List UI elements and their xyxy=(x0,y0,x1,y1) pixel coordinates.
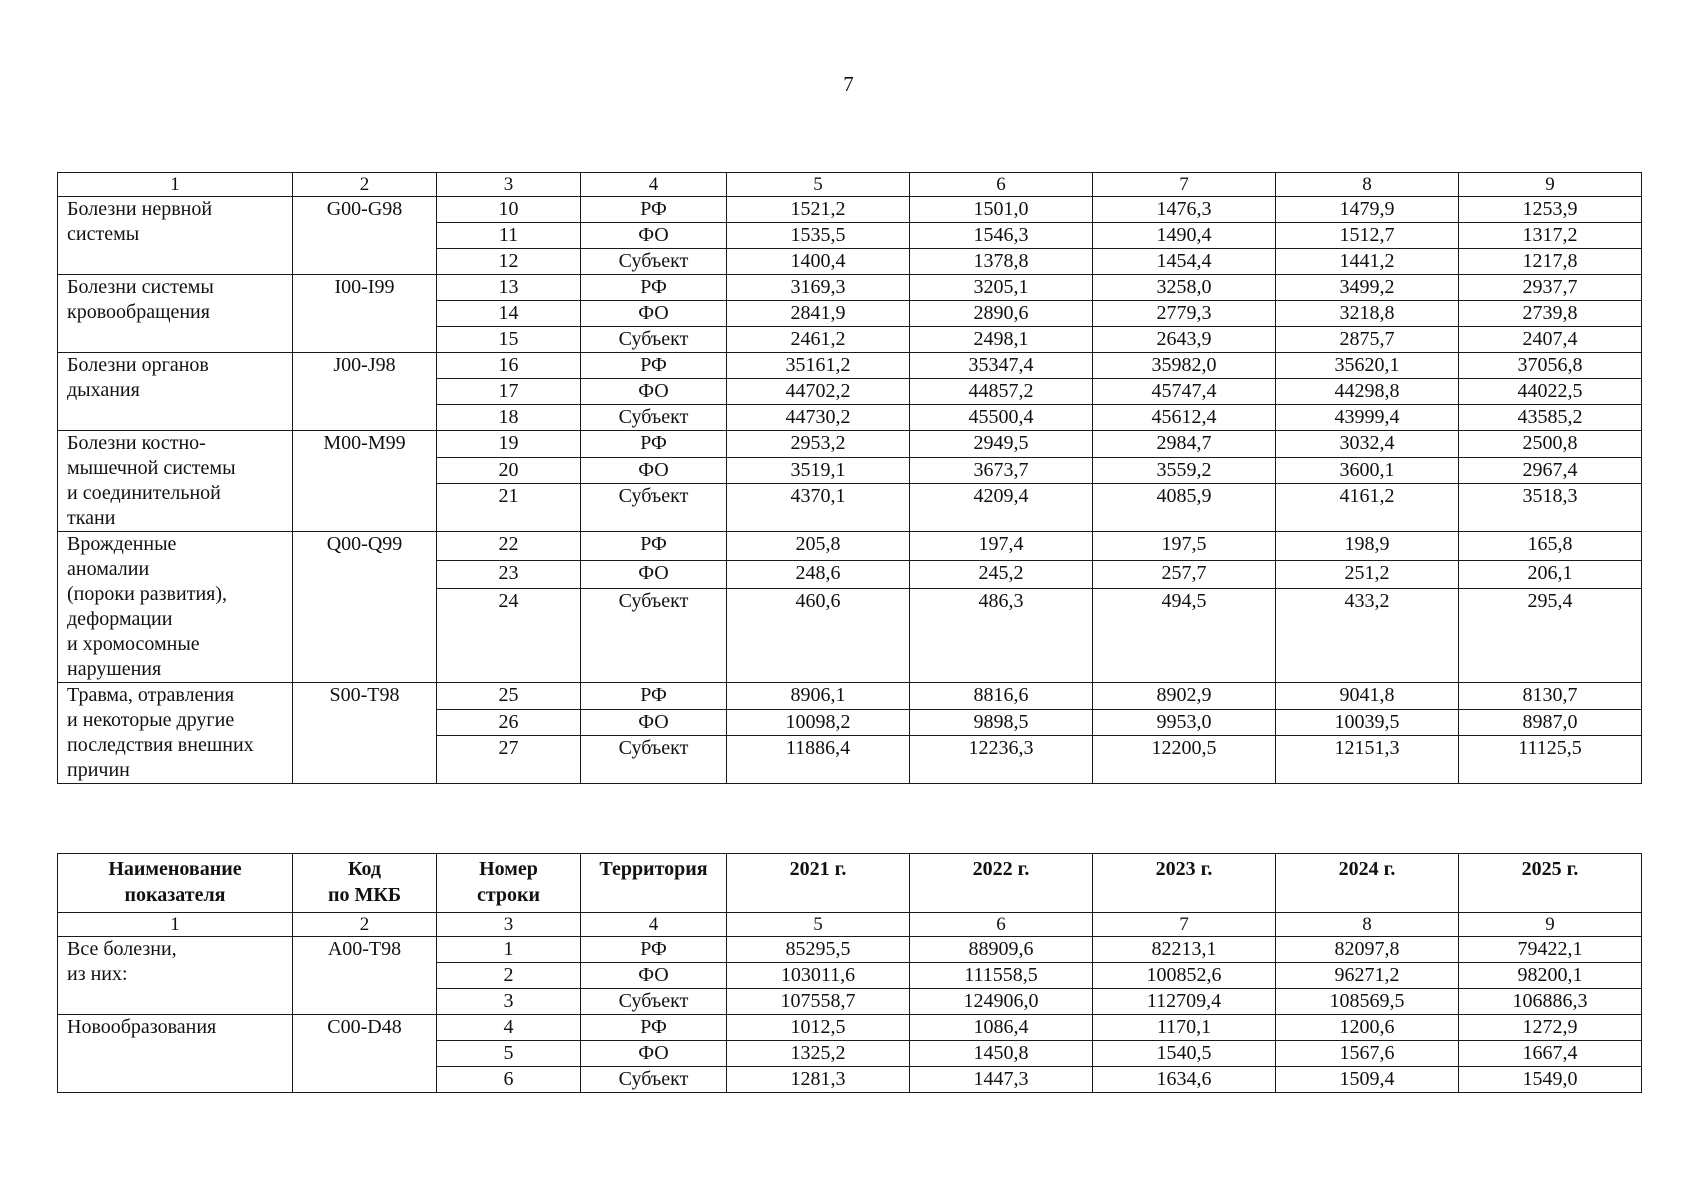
icd-code: G00-G98 xyxy=(293,197,437,275)
value-cell: 12236,3 xyxy=(910,736,1093,784)
territory: ФО xyxy=(581,1041,727,1067)
value-cell: 8906,1 xyxy=(727,683,910,710)
value-cell: 12151,3 xyxy=(1276,736,1459,784)
row-number: 4 xyxy=(437,1015,581,1041)
value-cell: 2841,9 xyxy=(727,301,910,327)
row-number: 21 xyxy=(437,484,581,532)
header-territory: Территория xyxy=(581,854,727,913)
territory: ФО xyxy=(581,301,727,327)
value-cell: 2500,8 xyxy=(1459,431,1642,458)
territory: ФО xyxy=(581,560,727,589)
value-cell: 494,5 xyxy=(1093,589,1276,683)
icd-code: Q00-Q99 xyxy=(293,532,437,683)
icd-code: M00-M99 xyxy=(293,431,437,532)
row-number: 6 xyxy=(437,1067,581,1093)
column-number: 9 xyxy=(1459,913,1642,937)
column-number-row xyxy=(58,173,1642,197)
column-number: 2 xyxy=(293,173,437,197)
territory: РФ xyxy=(581,197,727,223)
value-cell: 79422,1 xyxy=(1459,937,1642,963)
value-cell: 1450,8 xyxy=(910,1041,1093,1067)
territory: РФ xyxy=(581,937,727,963)
value-cell: 45747,4 xyxy=(1093,379,1276,405)
territory: ФО xyxy=(581,457,727,484)
row-number: 11 xyxy=(437,223,581,249)
column-number: 4 xyxy=(581,173,727,197)
value-cell: 1217,8 xyxy=(1459,249,1642,275)
value-cell: 3673,7 xyxy=(910,457,1093,484)
table-row xyxy=(58,532,1642,561)
value-cell: 1634,6 xyxy=(1093,1067,1276,1093)
value-cell: 2461,2 xyxy=(727,327,910,353)
territory: Субъект xyxy=(581,249,727,275)
header-year-2025: 2025 г. xyxy=(1459,854,1642,913)
value-cell: 9953,0 xyxy=(1093,709,1276,736)
value-cell: 1170,1 xyxy=(1093,1015,1276,1041)
value-cell: 2739,8 xyxy=(1459,301,1642,327)
value-cell: 98200,1 xyxy=(1459,963,1642,989)
territory: Субъект xyxy=(581,484,727,532)
column-number: 8 xyxy=(1276,913,1459,937)
value-cell: 1490,4 xyxy=(1093,223,1276,249)
territory: РФ xyxy=(581,431,727,458)
value-cell: 35161,2 xyxy=(727,353,910,379)
header-code: Код по МКБ xyxy=(293,854,437,913)
value-cell: 1546,3 xyxy=(910,223,1093,249)
row-number: 24 xyxy=(437,589,581,683)
table-row xyxy=(58,683,1642,710)
value-cell: 10098,2 xyxy=(727,709,910,736)
column-number: 2 xyxy=(293,913,437,937)
territory: РФ xyxy=(581,683,727,710)
header-row-number: Номер строки xyxy=(437,854,581,913)
table-row xyxy=(58,1015,1642,1041)
row-number: 2 xyxy=(437,963,581,989)
value-cell: 9041,8 xyxy=(1276,683,1459,710)
value-cell: 44857,2 xyxy=(910,379,1093,405)
value-cell: 3218,8 xyxy=(1276,301,1459,327)
header-name: Наименование показателя xyxy=(58,854,293,913)
value-cell: 3559,2 xyxy=(1093,457,1276,484)
value-cell: 35982,0 xyxy=(1093,353,1276,379)
column-number: 8 xyxy=(1276,173,1459,197)
value-cell: 10039,5 xyxy=(1276,709,1459,736)
row-number: 17 xyxy=(437,379,581,405)
table-row xyxy=(58,275,1642,301)
value-cell: 108569,5 xyxy=(1276,989,1459,1015)
value-cell: 8816,6 xyxy=(910,683,1093,710)
value-cell: 197,4 xyxy=(910,532,1093,561)
value-cell: 198,9 xyxy=(1276,532,1459,561)
row-number: 25 xyxy=(437,683,581,710)
value-cell: 1200,6 xyxy=(1276,1015,1459,1041)
value-cell: 1447,3 xyxy=(910,1067,1093,1093)
value-cell: 2498,1 xyxy=(910,327,1093,353)
value-cell: 88909,6 xyxy=(910,937,1093,963)
page-number: 7 xyxy=(843,72,854,96)
value-cell: 1667,4 xyxy=(1459,1041,1642,1067)
value-cell: 1479,9 xyxy=(1276,197,1459,223)
column-number: 6 xyxy=(910,913,1093,937)
morbidity-table-continued xyxy=(57,172,1642,784)
value-cell: 44730,2 xyxy=(727,405,910,431)
value-cell: 4209,4 xyxy=(910,484,1093,532)
header-year-2023: 2023 г. xyxy=(1093,854,1276,913)
row-number: 12 xyxy=(437,249,581,275)
value-cell: 2407,4 xyxy=(1459,327,1642,353)
column-number: 3 xyxy=(437,173,581,197)
value-cell: 85295,5 xyxy=(727,937,910,963)
column-number: 9 xyxy=(1459,173,1642,197)
territory: Субъект xyxy=(581,736,727,784)
territory: Субъект xyxy=(581,589,727,683)
value-cell: 1317,2 xyxy=(1459,223,1642,249)
value-cell: 100852,6 xyxy=(1093,963,1276,989)
column-number: 7 xyxy=(1093,173,1276,197)
column-number: 7 xyxy=(1093,913,1276,937)
value-cell: 1512,7 xyxy=(1276,223,1459,249)
value-cell: 2890,6 xyxy=(910,301,1093,327)
territory: ФО xyxy=(581,379,727,405)
value-cell: 2949,5 xyxy=(910,431,1093,458)
territory: РФ xyxy=(581,1015,727,1041)
value-cell: 11886,4 xyxy=(727,736,910,784)
column-number-row xyxy=(58,913,1642,937)
value-cell: 1086,4 xyxy=(910,1015,1093,1041)
column-number: 5 xyxy=(727,913,910,937)
value-cell: 1521,2 xyxy=(727,197,910,223)
row-number: 14 xyxy=(437,301,581,327)
value-cell: 295,4 xyxy=(1459,589,1642,683)
value-cell: 433,2 xyxy=(1276,589,1459,683)
value-cell: 45500,4 xyxy=(910,405,1093,431)
territory: Субъект xyxy=(581,1067,727,1093)
header-year-2024: 2024 г. xyxy=(1276,854,1459,913)
value-cell: 35347,4 xyxy=(910,353,1093,379)
value-cell: 37056,8 xyxy=(1459,353,1642,379)
header-year-2022: 2022 г. xyxy=(910,854,1093,913)
territory: ФО xyxy=(581,709,727,736)
territory: Субъект xyxy=(581,405,727,431)
value-cell: 1509,4 xyxy=(1276,1067,1459,1093)
value-cell: 165,8 xyxy=(1459,532,1642,561)
value-cell: 124906,0 xyxy=(910,989,1093,1015)
value-cell: 1281,3 xyxy=(727,1067,910,1093)
value-cell: 1549,0 xyxy=(1459,1067,1642,1093)
value-cell: 2875,7 xyxy=(1276,327,1459,353)
row-number: 26 xyxy=(437,709,581,736)
value-cell: 8987,0 xyxy=(1459,709,1642,736)
icd-code: A00-T98 xyxy=(293,937,437,1015)
table-row xyxy=(58,353,1642,379)
indicator-name: Болезни костно- мышечной системы и соединительной ткани xyxy=(58,431,293,532)
indicator-name: Болезни системы кровообращения xyxy=(58,275,293,353)
value-cell: 44022,5 xyxy=(1459,379,1642,405)
indicator-name: Болезни органов дыхания xyxy=(58,353,293,431)
row-number: 1 xyxy=(437,937,581,963)
indicator-name: Болезни нервной системы xyxy=(58,197,293,275)
value-cell: 3258,0 xyxy=(1093,275,1276,301)
row-number: 27 xyxy=(437,736,581,784)
value-cell: 103011,6 xyxy=(727,963,910,989)
value-cell: 3518,3 xyxy=(1459,484,1642,532)
row-number: 5 xyxy=(437,1041,581,1067)
indicator-name: Травма, отравления и некоторые другие последствия внешних причин xyxy=(58,683,293,784)
value-cell: 8902,9 xyxy=(1093,683,1276,710)
value-cell: 44298,8 xyxy=(1276,379,1459,405)
value-cell: 1253,9 xyxy=(1459,197,1642,223)
table-row xyxy=(58,937,1642,963)
value-cell: 3519,1 xyxy=(727,457,910,484)
value-cell: 1378,8 xyxy=(910,249,1093,275)
value-cell: 3169,3 xyxy=(727,275,910,301)
value-cell: 43999,4 xyxy=(1276,405,1459,431)
value-cell: 35620,1 xyxy=(1276,353,1459,379)
row-number: 15 xyxy=(437,327,581,353)
territory: РФ xyxy=(581,353,727,379)
value-cell: 2984,7 xyxy=(1093,431,1276,458)
indicator-name: Все болезни, из них: xyxy=(58,937,293,1015)
value-cell: 3205,1 xyxy=(910,275,1093,301)
value-cell: 2937,7 xyxy=(1459,275,1642,301)
value-cell: 82213,1 xyxy=(1093,937,1276,963)
value-cell: 460,6 xyxy=(727,589,910,683)
territory: ФО xyxy=(581,963,727,989)
value-cell: 205,8 xyxy=(727,532,910,561)
value-cell: 2953,2 xyxy=(727,431,910,458)
value-cell: 4370,1 xyxy=(727,484,910,532)
header-row xyxy=(58,854,1642,913)
value-cell: 4161,2 xyxy=(1276,484,1459,532)
value-cell: 1272,9 xyxy=(1459,1015,1642,1041)
value-cell: 1567,6 xyxy=(1276,1041,1459,1067)
column-number: 6 xyxy=(910,173,1093,197)
value-cell: 197,5 xyxy=(1093,532,1276,561)
indicator-name: Врожденные аномалии (пороки развития), деформации и хромосомные нарушения xyxy=(58,532,293,683)
icd-code: I00-I99 xyxy=(293,275,437,353)
column-number: 1 xyxy=(58,913,293,937)
row-number: 22 xyxy=(437,532,581,561)
value-cell: 107558,7 xyxy=(727,989,910,1015)
value-cell: 1501,0 xyxy=(910,197,1093,223)
value-cell: 1476,3 xyxy=(1093,197,1276,223)
value-cell: 2779,3 xyxy=(1093,301,1276,327)
indicator-name: Новообразования xyxy=(58,1015,293,1093)
value-cell: 1454,4 xyxy=(1093,249,1276,275)
value-cell: 1325,2 xyxy=(727,1041,910,1067)
territory: РФ xyxy=(581,532,727,561)
value-cell: 96271,2 xyxy=(1276,963,1459,989)
value-cell: 3600,1 xyxy=(1276,457,1459,484)
value-cell: 9898,5 xyxy=(910,709,1093,736)
value-cell: 8130,7 xyxy=(1459,683,1642,710)
row-number: 3 xyxy=(437,989,581,1015)
value-cell: 206,1 xyxy=(1459,560,1642,589)
value-cell: 3032,4 xyxy=(1276,431,1459,458)
value-cell: 4085,9 xyxy=(1093,484,1276,532)
value-cell: 1012,5 xyxy=(727,1015,910,1041)
value-cell: 112709,4 xyxy=(1093,989,1276,1015)
value-cell: 44702,2 xyxy=(727,379,910,405)
row-number: 20 xyxy=(437,457,581,484)
value-cell: 3499,2 xyxy=(1276,275,1459,301)
row-number: 23 xyxy=(437,560,581,589)
value-cell: 1441,2 xyxy=(1276,249,1459,275)
value-cell: 1400,4 xyxy=(727,249,910,275)
value-cell: 486,3 xyxy=(910,589,1093,683)
row-number: 18 xyxy=(437,405,581,431)
column-number: 1 xyxy=(58,173,293,197)
morbidity-table xyxy=(57,853,1642,1093)
column-number: 5 xyxy=(727,173,910,197)
territory: Субъект xyxy=(581,327,727,353)
value-cell: 2643,9 xyxy=(1093,327,1276,353)
value-cell: 251,2 xyxy=(1276,560,1459,589)
territory: РФ xyxy=(581,275,727,301)
table-row xyxy=(58,431,1642,458)
icd-code: S00-T98 xyxy=(293,683,437,784)
value-cell: 248,6 xyxy=(727,560,910,589)
value-cell: 11125,5 xyxy=(1459,736,1642,784)
value-cell: 245,2 xyxy=(910,560,1093,589)
icd-code: C00-D48 xyxy=(293,1015,437,1093)
value-cell: 257,7 xyxy=(1093,560,1276,589)
value-cell: 82097,8 xyxy=(1276,937,1459,963)
value-cell: 106886,3 xyxy=(1459,989,1642,1015)
territory: Субъект xyxy=(581,989,727,1015)
value-cell: 1535,5 xyxy=(727,223,910,249)
value-cell: 12200,5 xyxy=(1093,736,1276,784)
value-cell: 111558,5 xyxy=(910,963,1093,989)
value-cell: 2967,4 xyxy=(1459,457,1642,484)
icd-code: J00-J98 xyxy=(293,353,437,431)
value-cell: 43585,2 xyxy=(1459,405,1642,431)
row-number: 13 xyxy=(437,275,581,301)
column-number: 4 xyxy=(581,913,727,937)
value-cell: 45612,4 xyxy=(1093,405,1276,431)
header-year-2021: 2021 г. xyxy=(727,854,910,913)
row-number: 19 xyxy=(437,431,581,458)
row-number: 16 xyxy=(437,353,581,379)
table-row xyxy=(58,197,1642,223)
row-number: 10 xyxy=(437,197,581,223)
territory: ФО xyxy=(581,223,727,249)
value-cell: 1540,5 xyxy=(1093,1041,1276,1067)
column-number: 3 xyxy=(437,913,581,937)
